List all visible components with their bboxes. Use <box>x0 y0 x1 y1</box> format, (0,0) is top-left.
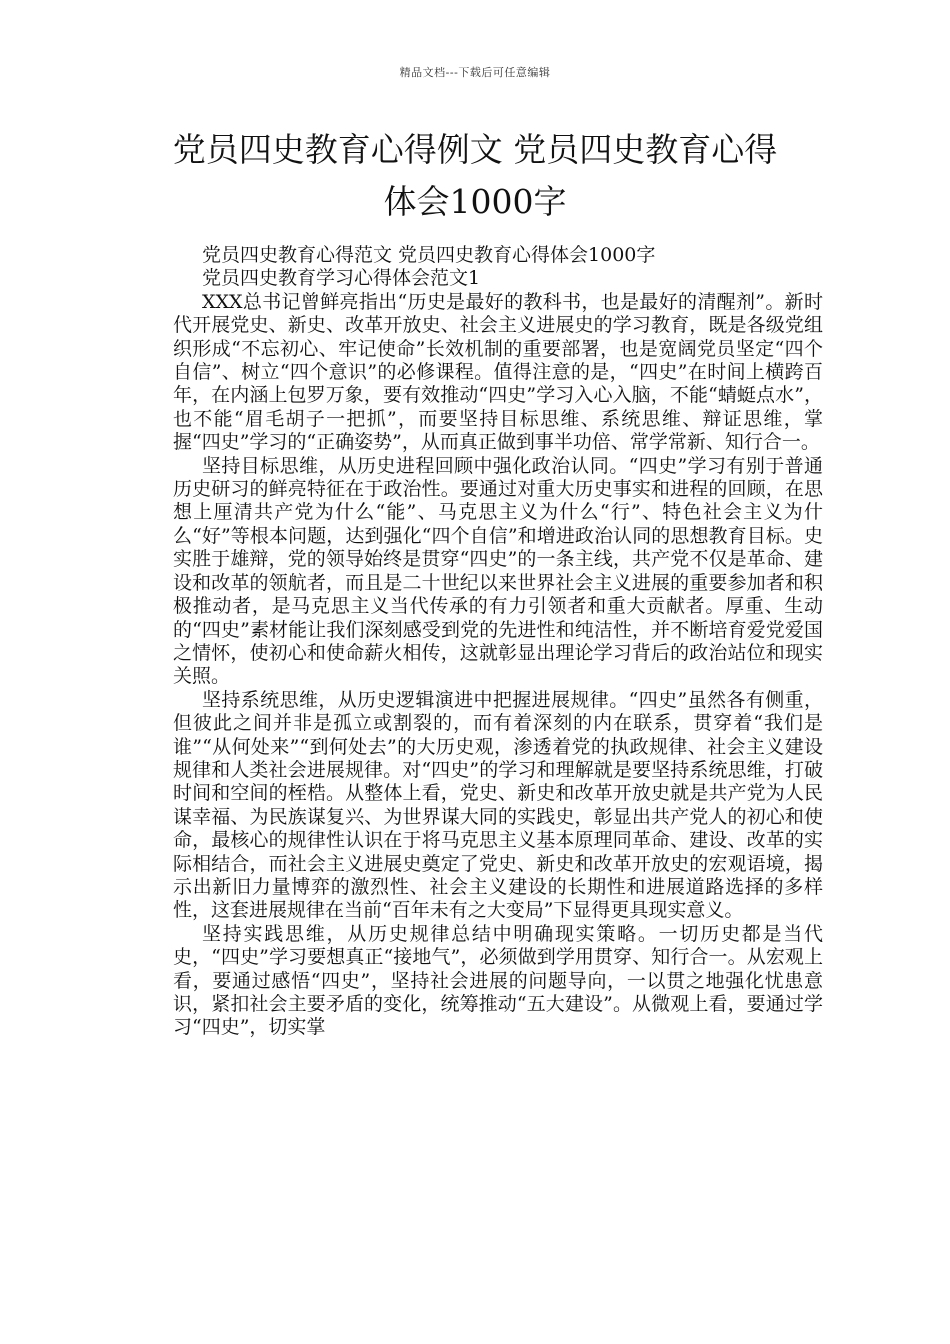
paragraph-1: XXX总书记曾鲜亮指出“历史是最好的教科书，也是最好的清醒剂”。新时代开展党史、新史、改革开放史、社会主义进展史的学习教育，既是各级党组织形成“不忘初心、牢记使命”长效机制的重要部署，也是宽阔党员坚定“四个自信”、树立“四个意识”的必修课程。值得注意的是，“四史”在时间上横跨百年，在内涵上包罗万象，要有效推动“四史”学习入心入脑，不能“蜻蜓点水”，也不能“眉毛胡子一把抓”，而要坚持目标思维、系统思维、辩证思维，掌握“四史”学习的“正确姿势”，从而真正做到事半功倍、常学常新、知行合一。 <box>173 290 823 454</box>
title-line-2: 体会1000字 <box>383 182 567 221</box>
header-note: 精品文档---下载后可任意编辑 <box>399 66 551 79</box>
subtitle-line-2: 党员四史教育学习心得体会范文1 <box>202 267 481 290</box>
subtitle-line-1: 党员四史教育心得范文 党员四史教育心得体会1000字 <box>202 244 656 266</box>
title-line-1: 党员四史教育心得例文 党员四史教育心得 <box>172 130 778 169</box>
paragraph-3: 坚持系统思维，从历史逻辑演进中把握进展规律。“四史”虽然各有侧重，但彼此之间并非是孤立或割裂的，而有着深刻的内在联系，贯穿着“我们是谁”“从何处来”“到何处去”的大历史观，渗透着党的执政规律、社会主义建设规律和人类社会进展规律。对“四史”的学习和理解就是要坚持系统思维，打破时间和空间的桎梏。从整体上看，党史、新史和改革开放史就是共产党为人民谋幸福、为民族谋复兴、为世界谋大同的实践史，彰显出共产党人的初心和使命，最核心的规律性认识在于将马克思主义基本原理同革命、建设、改革的实际相结合，而社会主义进展史奠定了党史、新史和改革开放史的宏观语境，揭示出新旧力量博弈的激烈性、社会主义建设的长期性和进展道路选择的多样性，这套进展规律在当前“百年未有之大变局”下显得更具现实意义。 <box>173 688 823 922</box>
document-body <box>173 244 823 1040</box>
paragraph-2: 坚持目标思维，从历史进程回顾中强化政治认同。“四史”学习有别于普通历史研习的鲜亮特征在于政治性。要通过对重大历史事实和进程的回顾，在思想上厘清共产党为什么“能”、马克思主义为什么“行”、特色社会主义为什么“好”等根本问题，达到强化“四个自信”和增进政治认同的思想教育目标。史实胜于雄辩，党的领导始终是贯穿“四史”的一条主线，共产党不仅是革命、建设和改革的领航者，而且是二十世纪以来世界社会主义进展的重要参加者和积极推动者，是马克思主义当代传承的有力引领者和重大贡献者。厚重、生动的“四史”素材能让我们深刻感受到党的先进性和纯洁性，并不断培育爱党爱国之情怀，使初心和使命薪火相传，这就彰显出理论学习背后的政治站位和现实关照。 <box>173 454 823 688</box>
document-title <box>120 124 830 228</box>
paragraph-4: 坚持实践思维，从历史规律总结中明确现实策略。一切历史都是当代史，“四史”学习要想真正“接地气”，必须做到学用贯穿、知行合一。从宏观上看，要通过感悟“四史”，坚持社会进展的问题导向，一以贯之地强化忧患意识，紧扣社会主要矛盾的变化，统筹推动“五大建设”。从微观上看，要通过学习“四史”，切实掌 <box>173 922 823 1039</box>
